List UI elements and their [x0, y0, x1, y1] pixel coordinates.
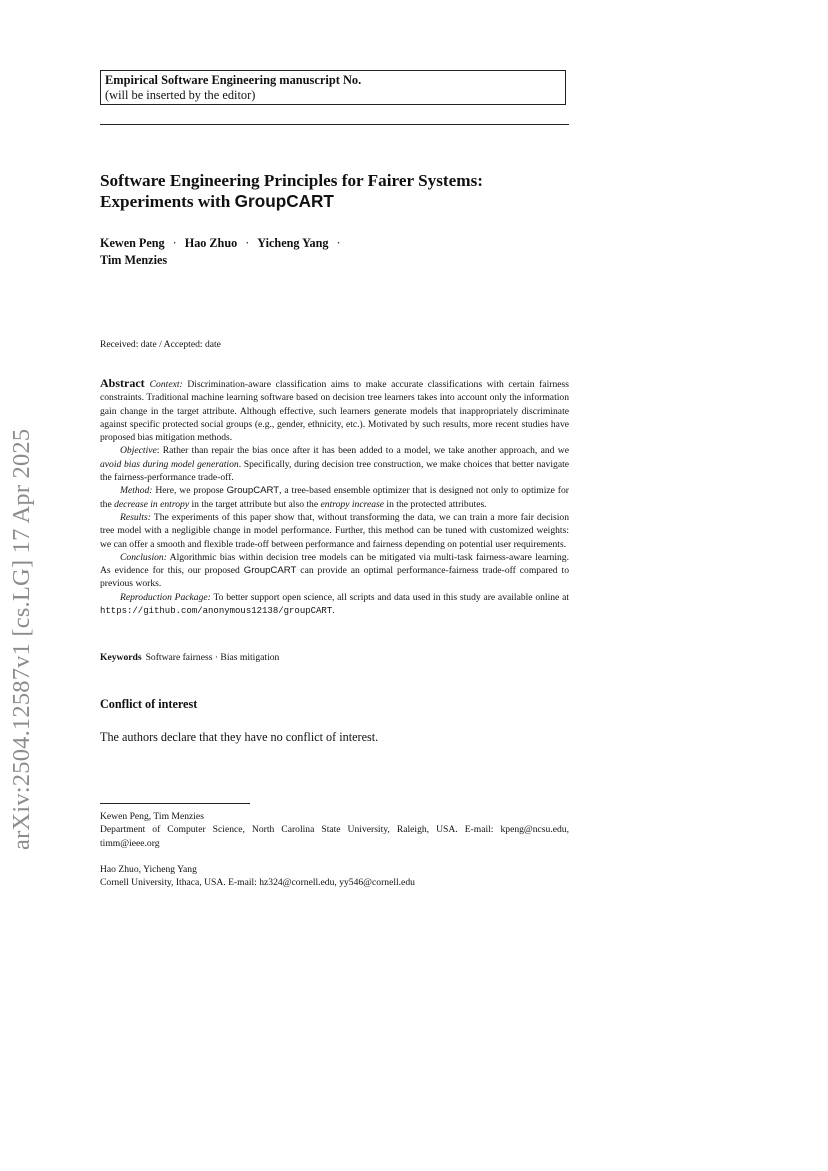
conflict-text: The authors declare that they have no conflict of interest. [100, 730, 379, 744]
author-separator: · [336, 236, 341, 250]
conclusion-text: Algorithmic bias within decision tree models can be mitigated via multi-task fairness-aware learning. As evidence for this, our proposed [100, 551, 569, 577]
footnote-affiliation-1 [100, 810, 569, 850]
author-3: Yicheng Yang [257, 236, 329, 250]
arxiv-identifier: arXiv:2504.12587v1 [cs.LG] 17 Apr 2025 [8, 428, 35, 850]
author-2: Hao Zhuo [184, 236, 238, 250]
title-tool-name: GroupCART [234, 191, 334, 211]
footnote-1-names: Kewen Peng, Tim Menzies [100, 811, 204, 822]
abstract [100, 377, 569, 618]
results-label: Results: [120, 511, 151, 523]
method-text-2: , a tree-based ensemble optimizer that is designed not only to optimize for the [100, 485, 569, 510]
journal-header-box [100, 70, 566, 105]
author-list [100, 235, 569, 269]
objective-text: : Rather than repair the bias once after it has been added to a model, we take another approach, and we [156, 445, 569, 457]
keywords-text: Software fairness · Bias mitigation [145, 652, 280, 663]
abstract-results [100, 511, 569, 551]
journal-name: Empirical Software Engineering manuscript No. [105, 73, 362, 87]
method-tool-name: GroupCART [226, 485, 280, 497]
context-label: Context: [149, 379, 183, 390]
repro-label: Reproduction Package: [120, 591, 211, 603]
abstract-heading: Abstract [100, 376, 145, 390]
results-text: The experiments of this paper show that, without transforming the data, we can train a more fair decision tree model with a negligible change in model performance. Further, this method can be tuned with customized weights: we can offer a smooth and flexible trade-off between performance and fairness depending on potential user requirements. [100, 511, 569, 550]
context-text: Discrimination-aware classification aims to make accurate classifications with certain fairness constraints. Traditional machine learning software based on decision tree learners takes into account only the information gain change in the target attribute. Although effective, such learners generate models that inappropriately discriminate against specific protected social groups (e.g., gender, ethnicity, etc.). Motivated by such results, more recent studies have proposed bias mitigation methods. [100, 379, 569, 444]
conclusion-label: Conclusion: [120, 551, 167, 563]
footnote-2-affiliation: Cornell University, Ithaca, USA. E-mail: hz324@cornell.edu, yy546@cornell.edu [100, 877, 415, 889]
author-4: Tim Menzies [100, 253, 168, 267]
footnote-1-affiliation: Department of Computer Science, North Carolina State University, Raleigh, USA. E-mail: kpeng@ncsu.edu, timm@ieee.org [100, 824, 569, 849]
paper-title [100, 171, 569, 212]
author-1: Kewen Peng [100, 236, 165, 250]
author-separator: · [245, 236, 250, 250]
repro-url-link[interactable]: https://github.com/anonymous12138/groupCART [100, 606, 333, 617]
title-line-1: Software Engineering Principles for Fairer Systems: [100, 171, 484, 190]
title-line-2-prefix: Experiments with [100, 192, 235, 211]
conclusion-text-end: can provide an optimal performance-fairness trade-off compared to previous works. [100, 565, 569, 590]
objective-emphasis: avoid bias during model generation [100, 458, 239, 470]
method-text-3: in the target attribute but also the [189, 498, 321, 510]
method-label: Method: [120, 485, 153, 497]
footnote-affiliation-2 [100, 863, 569, 890]
repro-text-end: . [332, 605, 335, 617]
abstract-reproduction [100, 591, 569, 619]
title-line-2 [100, 191, 569, 212]
abstract-method [100, 484, 569, 511]
method-emphasis-2: entropy increase [320, 498, 385, 510]
received-date: Received: date / Accepted: date [100, 339, 221, 350]
keywords [100, 652, 279, 663]
conflict-heading: Conflict of interest [100, 697, 198, 711]
keywords-label: Keywords [100, 652, 142, 663]
objective-label: Objective [120, 445, 157, 457]
repro-text: To better support open science, all scripts and data used in this study are available online at [210, 591, 569, 603]
conclusion-tool-name: GroupCART [243, 565, 297, 577]
objective-text-end: . Specifically, during decision tree construction, we make choices that better navigate the fairness-performance trade-off. [100, 458, 569, 484]
method-emphasis-1: decrease in entropy [114, 498, 190, 510]
header-rule [100, 124, 569, 125]
editor-note: (will be inserted by the editor) [105, 88, 256, 102]
footnote-2-names: Hao Zhuo, Yicheng Yang [100, 864, 197, 875]
abstract-conclusion [100, 551, 569, 591]
author-separator: · [172, 236, 177, 250]
method-text: Here, we propose [152, 485, 227, 497]
method-text-4: in the protected attributes. [384, 498, 487, 510]
footnote-rule [100, 803, 250, 804]
abstract-objective [100, 444, 569, 484]
abstract-context [100, 377, 569, 444]
